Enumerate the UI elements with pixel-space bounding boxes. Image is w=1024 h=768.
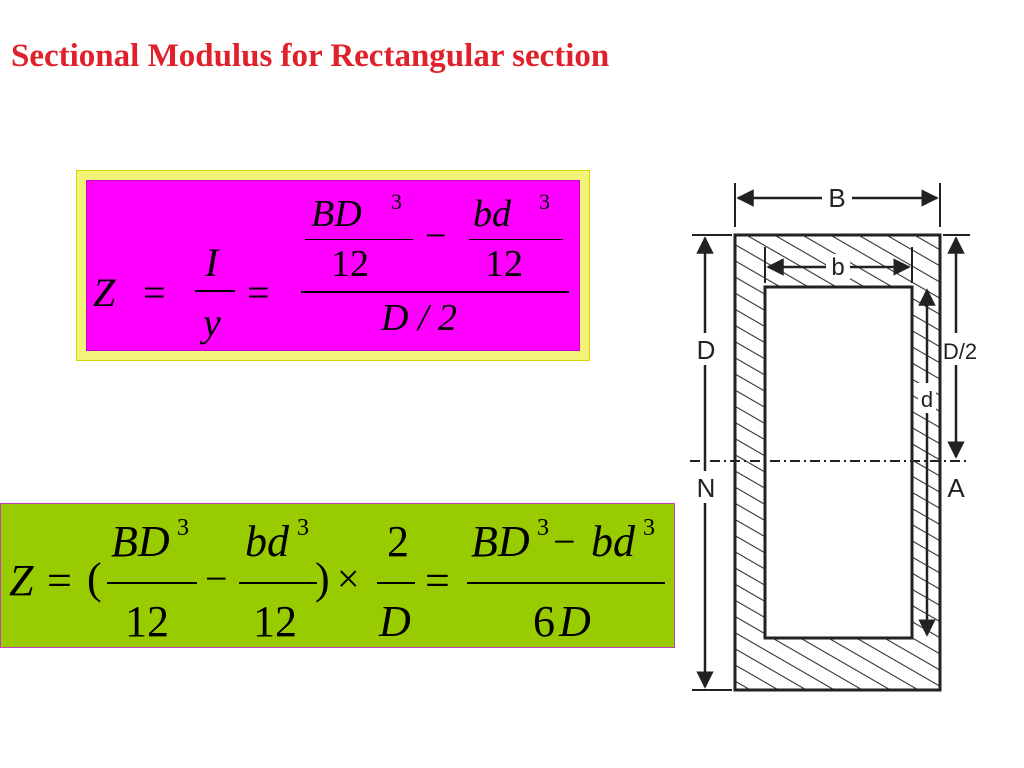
formula-2-fraction-bar: [377, 582, 415, 584]
hollow-rectangle-section-diagram: [680, 165, 980, 725]
formula-2-term2-denominator: 12: [253, 597, 297, 646]
formula-1-bar-right: [469, 239, 563, 240]
formula-2-equals-2: =: [425, 556, 450, 605]
formula-2-times: ×: [337, 556, 360, 601]
formula-1-denominator-y: y: [203, 300, 221, 345]
formula-1-frame: [76, 170, 590, 361]
formula-1-minus: −: [425, 215, 447, 257]
formula-1-lhs: Z: [93, 270, 116, 315]
formula-2-result-BD-exponent: 3: [537, 515, 549, 541]
formula-2-equals: =: [47, 556, 72, 605]
formula-1-fraction-bar-I-y: [195, 290, 235, 292]
formula-2-result-denominator-6: 6: [533, 597, 555, 646]
formula-2-term1-bar: [107, 582, 197, 584]
formula-1-denominator: D / 2: [381, 297, 457, 339]
formula-1-box: [86, 180, 580, 351]
page-title: Sectional Modulus for Rectangular section: [11, 38, 610, 74]
formula-2-result-bd-exponent: 3: [643, 515, 655, 541]
formula-1-BD-exponent: 3: [391, 189, 402, 214]
label-D: D: [696, 335, 716, 365]
formula-2-box: [0, 503, 675, 648]
formula-2-term2-exponent: 3: [297, 515, 309, 541]
formula-2-result-bd: bd: [591, 517, 635, 566]
label-B: B: [828, 183, 846, 213]
label-d: d: [920, 387, 934, 412]
formula-2-result-bar: [467, 582, 665, 584]
label-b: b: [831, 254, 845, 281]
formula-1-equals-2: =: [247, 270, 270, 315]
label-D-half: D/2: [942, 339, 978, 364]
inner-void: [765, 287, 912, 638]
formula-1-twelve-left: 12: [331, 243, 369, 285]
formula-2-term2-bar: [239, 582, 317, 584]
formula-2-minus: −: [205, 556, 228, 601]
formula-1-equals-1: =: [143, 270, 166, 315]
formula-2-result-minus: −: [553, 519, 576, 564]
formula-1-bd: bd: [473, 193, 511, 235]
formula-2-fraction-denominator: D: [379, 597, 411, 646]
formula-2-fraction-numerator: 2: [387, 517, 409, 566]
formula-2-term1-exponent: 3: [177, 515, 189, 541]
formula-2-result-denominator-D: D: [559, 597, 591, 646]
formula-2-term1-numerator: BD: [111, 517, 170, 566]
formula-1-numerator-I: I: [205, 240, 219, 285]
formula-1-BD: BD: [311, 193, 362, 235]
formula-2-open-paren: (: [87, 554, 102, 603]
formula-2-lhs: Z: [9, 556, 34, 605]
formula-1-twelve-right: 12: [485, 243, 523, 285]
formula-1-bd-exponent: 3: [539, 189, 550, 214]
formula-2-term1-denominator: 12: [125, 597, 169, 646]
formula-2-result-BD: BD: [471, 517, 530, 566]
formula-2-close-paren: ): [315, 554, 330, 603]
formula-1-main-fraction-bar: [301, 291, 569, 293]
label-A: A: [947, 473, 965, 503]
formula-1-bar-left: [305, 239, 413, 240]
formula-2-term2-numerator: bd: [245, 517, 289, 566]
label-N: N: [696, 473, 716, 503]
